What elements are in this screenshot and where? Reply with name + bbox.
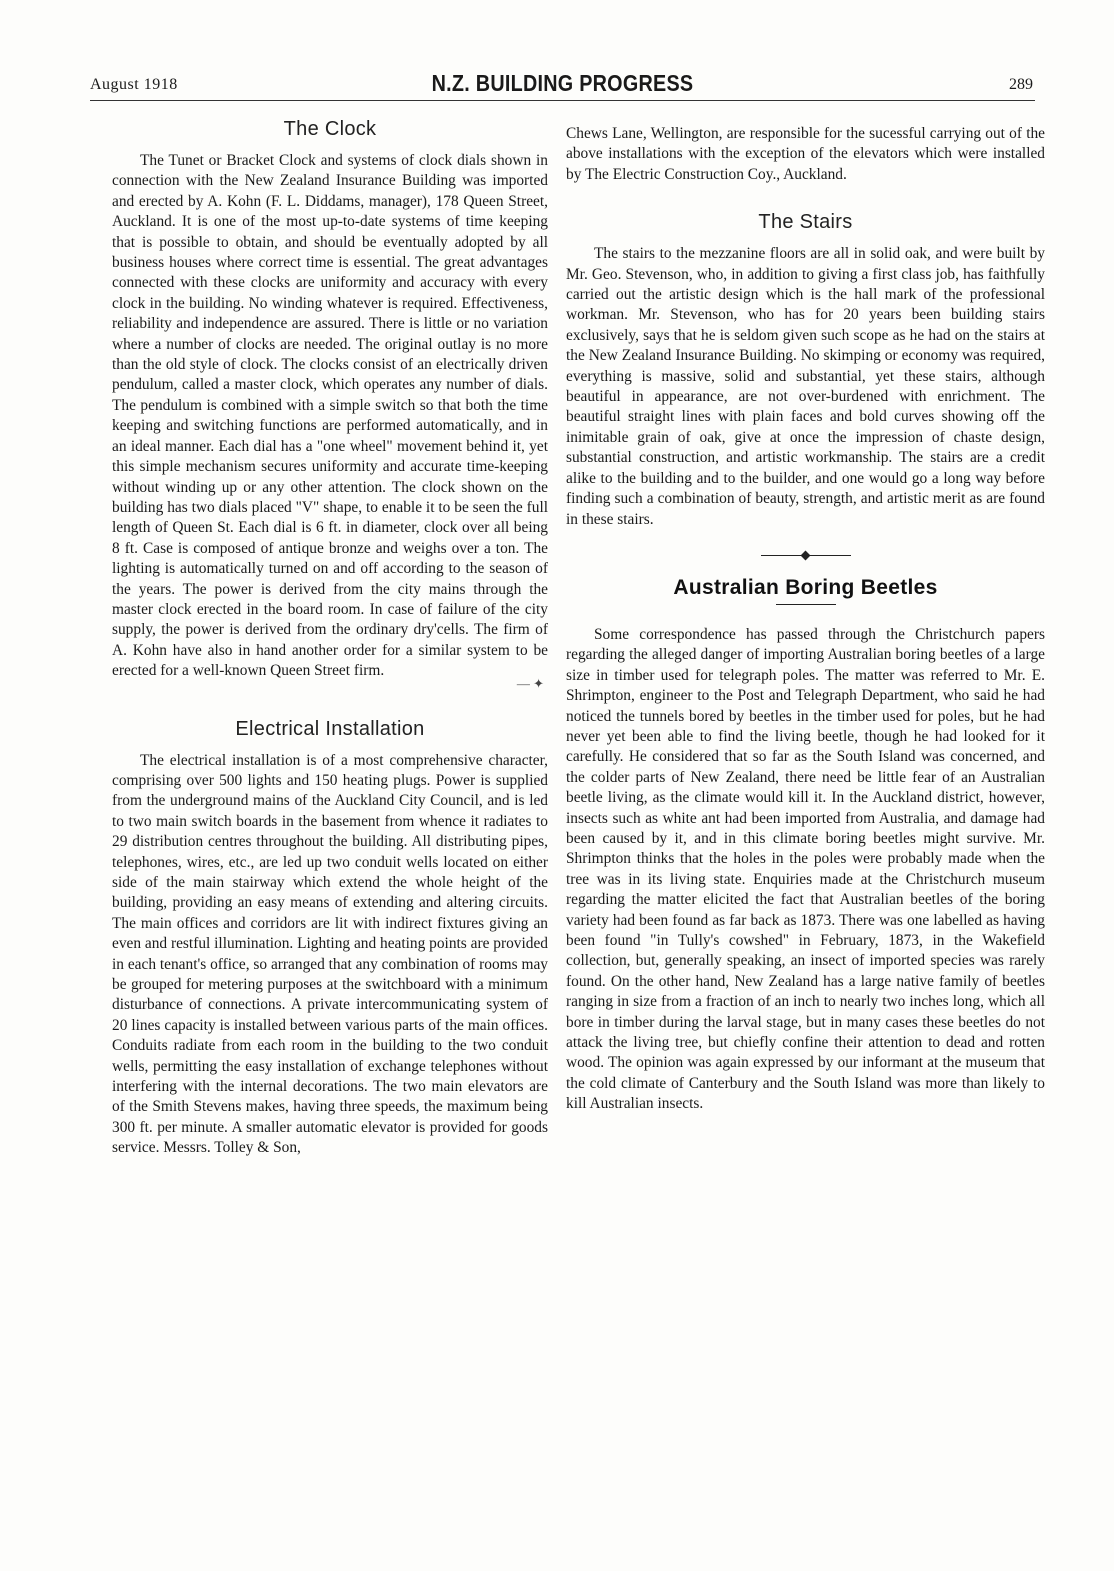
electrical-section-title: Electrical Installation	[235, 717, 425, 740]
beetles-title-text: Australian Boring Beetles	[673, 575, 938, 599]
electrical-section-continuation: Chews Lane, Wellington, are responsible for the sucessful carrying out of the above installations with the exception of the elevators which were installed by The Electric Construction Coy., Auckland.	[566, 125, 1045, 183]
page-number: 289	[1009, 76, 1033, 93]
beetles-section-title	[566, 576, 1045, 605]
title-underline	[776, 604, 836, 605]
section-end-ornament: — ✦	[516, 675, 544, 691]
electrical-section-body: The electrical installation is of a most comprehensive character, comprising over 500 lights and 150 heating plugs. Power is supplied from the underground mains of the Auckland City Council, and is led to two main switch boards in the basement from whence it radiates to 29 distribution centres throughout the building. All distributing pipes, telephones, wires, etc., are led up two conduit wells located on either side of the main stairway which extend the whole height of the building, providing an easy means of extending and altering circuits. The main offices and corridors are lit with indirect fixtures giving an even and restful illumination. Lighting and heating points are provided in each tenant's office, so arranged that any combination of rooms may be grouped for metering purposes at the switchboard with a minimum disturbance of connections. A private intercommunicating system of 20 lines capacity is installed between various parts of the main offices. Conduits radiate from each room in the building to the two conduit wells, permitting the easy installation of exchange telephones without interfering with the internal decorations. The two main elevators are of the Smith Stevens makes, having three speeds, the maximum being 300 ft. per minute. A smaller automatic elevator is provided for goods service. Messrs. Tolley & Son,	[112, 751, 548, 1157]
section-divider	[761, 552, 851, 560]
left-column	[112, 118, 548, 1159]
publication-title: N.Z. BUILDING PROGRESS	[431, 70, 694, 96]
stairs-section-title: The Stairs	[758, 211, 853, 234]
beetles-section-body: Some correspondence has passed through the Christchurch papers regarding the alleged danger of importing Australian boring beetles of a large size in timber used for telegraph poles. The matter was referred to Mr. E. Shrimpton, engineer to the Post and Telegraph Department, who said he had noticed the tunnels bored by beetles in the timber used for poles, but he had never yet been able to find the living beetle, though he had looked for it carefully. He considered that so far as the South Island was concerned, and the colder parts of New Zealand, there need be little fear of an Australian beetle living, as the climate would kill it. In the Auckland district, however, insects such as white ant had been imported from Australia, and damage had been caused by it, and in this climate boring beetles might survive. Mr. Shrimpton thinks that the holes in the poles were probably made when the tree was in its living state. Enquiries made at the Christchurch museum regarding the matter elicited the fact that Australian beetles of the boring variety had been found as far back as 1873. There was one labelled as having been found "in Tully's cowshed" in February, 1873, in the Wakefield collection, but, generally speaking, an insect of imported species was rarely found. On the other hand, New Zealand has a large native family of beetles ranging in size from a fraction of an inch to nearly two inches long, which all bore in timber during the larval stage, but in many cases these beetles do not attack the living tree, but chiefly confine their attention to dead and rotten wood. The opinion was again expressed by our informant at the museum that the cold climate of Canterbury and the South Island was more than likely to kill Australian insects.	[566, 625, 1045, 1113]
right-column	[566, 124, 1045, 1115]
stairs-section-body: The stairs to the mezzanine floors are all in solid oak, and were built by Mr. Geo. Stevenson, who, in addition to giving a first class job, has faithfully carried out the artistic design which is the hall mark of the professional workman. Mr. Stevenson, who has for 20 years been building stairs exclusively, says that he is seldom given such scope as he had on the stairs at the New Zealand Insurance Building. No skimping or economy was required, everything is massive, solid and substantial, yet these stairs, although beautiful in appearance, are not over-burdened with enrichment. The beautiful straight lines with plain faces and bold curves showing off the inimitable grain of oak, give at once the impression of chaste design, substantial construction, and artistic workmanship. The stairs are a credit alike to the building and to the builder, and one would go a long way before finding such a combination of beauty, strength, and artistic merit as are found in these stairs.	[566, 245, 1045, 528]
clock-section-title: The Clock	[283, 118, 377, 140]
issue-date: August 1918	[90, 76, 178, 93]
page-header	[90, 70, 1035, 101]
divider-diamond-icon	[800, 550, 810, 560]
clock-section-body: The Tunet or Bracket Clock and systems of clock dials shown in connection with the New Zealand Insurance Building was imported and erected by A. Kohn (F. L. Diddams, manager), 178 Queen Street, Auckland. It is one of the most up-to-date systems of time keeping that is possible to obtain, and should be eventually adopted by all business houses where correct time is essential. The great advantages connected with these clocks are uniformity and accuracy with every clock in the building. No winding whatever is required. Effectiveness, reliability and independence are assured. There is little or no variation where a number of clocks are needed. The original outlay is no more than the old style of clock. The clocks consist of an electrically driven pendulum, called a master clock, which operates any number of dials. The pendulum is combined with a simple switch so that both the time keeping and switching functions are performed automatically, and in an ideal manner. Each dial has a "one wheel" movement behind it, yet this simple mechanism secures uniformity and accurate time-keeping without winding up or any other attention. The clock shown on the building has two dials placed "V" shape, to enable it to be seen the full length of Queen St. Each dial is 6 ft. in diameter, clock over all being 8 ft. Case is composed of antique bronze and weighs over a ton. The lighting is automatically turned on and off according to the season of the years. The power is derived from the city mains through the master clock erected in the board room. In case of failure of the city supply, the power is derived from the ordinary dry'cells. The firm of A. Kohn have also in hand another order for a similar system to be erected for a well-known Queen Street firm.	[112, 152, 548, 680]
